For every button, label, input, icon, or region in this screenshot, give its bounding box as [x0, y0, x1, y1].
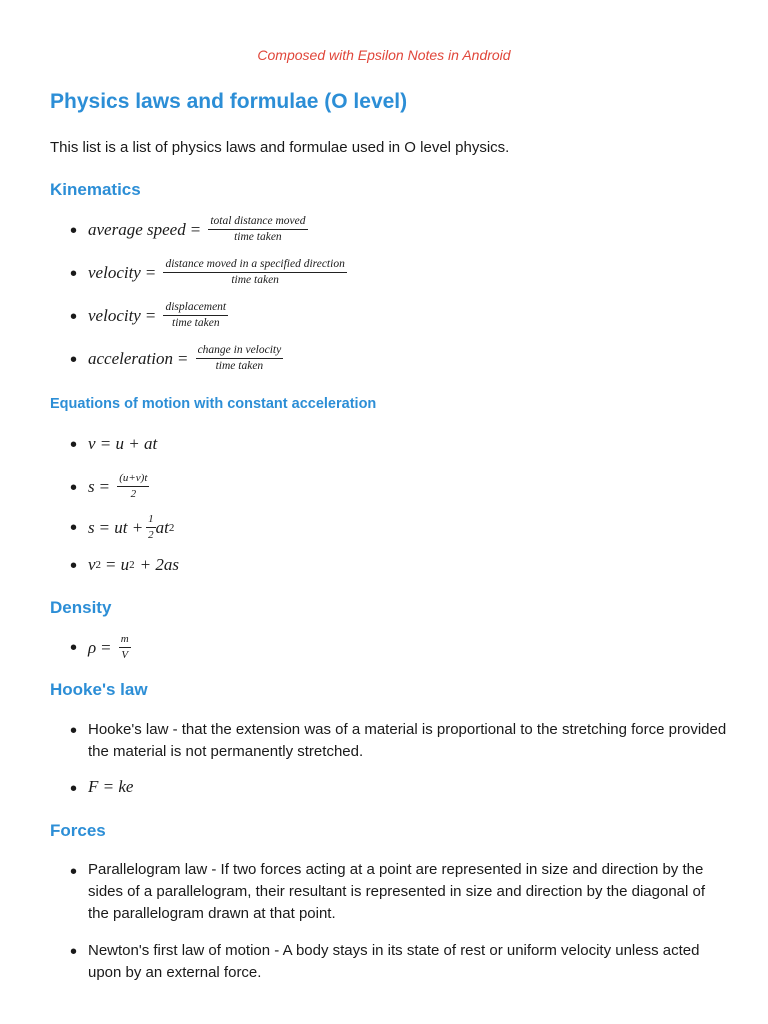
bullet: • — [70, 220, 78, 242]
heading-density: Density — [50, 598, 112, 617]
formula-lhs: velocity — [88, 305, 141, 325]
formula-velocity-distance: velocity = $\frac{\text{distance moved in a specified direction}}{\text{time taken}}$ — [88, 258, 345, 286]
newtons-first-law-text: Newton's first law of motion - A body stays in its state of rest or uniform velocity unless acted upon by an external force. — [88, 942, 700, 981]
fraction — [117, 472, 149, 501]
fraction-denominator: time taken — [215, 360, 264, 372]
fraction — [146, 513, 156, 542]
fraction-numerator: total distance moved — [208, 215, 307, 230]
formula-velocity-displacement: velocity = $\frac{\text{displacement}}{\text{time taken}}$ — [88, 301, 227, 329]
fraction-denominator: 2 — [130, 488, 137, 500]
heading-forces: Forces — [50, 821, 106, 840]
fraction-numerator: change in velocity — [196, 344, 284, 359]
intro-text: This list is a list of physics laws and formulae used in O level physics. — [50, 139, 510, 156]
formula-lhs: ρ — [88, 637, 97, 657]
fraction-numerator: (u+v)t — [117, 472, 149, 487]
bullet: • — [70, 349, 78, 371]
page-title: Physics laws and formulae (O level) — [50, 90, 408, 113]
formula-term: v — [88, 555, 96, 574]
fraction — [163, 301, 228, 330]
bullet: • — [70, 778, 78, 800]
bullet: • — [70, 555, 78, 577]
bullet: • — [70, 720, 78, 742]
formula-s-ut: s = ut + $\frac{1}{2}$ at 2 — [88, 513, 175, 541]
bullet: • — [70, 434, 78, 456]
formula-average-speed: average speed = $\frac{\text{total distance moved}}{\text{time taken}}$ — [88, 215, 306, 243]
fraction — [196, 344, 284, 373]
fraction-denominator: V — [121, 649, 129, 661]
fraction-numerator: m — [119, 633, 131, 648]
heading-hookes-law: Hooke's law — [50, 680, 148, 699]
formula-acceleration: acceleration = $\frac{\text{change in velocity}}{\text{time taken}}$ — [88, 344, 282, 372]
heading-kinematics: Kinematics — [50, 180, 141, 199]
bullet: • — [70, 263, 78, 285]
fraction-denominator: 2 — [148, 529, 154, 541]
header-note: Composed with Epsilon Notes in Android — [257, 47, 511, 63]
fraction-numerator: 1 — [146, 513, 156, 528]
parallelogram-law-text: Parallelogram law - If two forces acting at a point are represented in size and direction by the sides of a parallelogram, their resultant is represented in size and direction by the diagonal of the parallelogram drawn at that point. — [88, 861, 706, 922]
fraction-denominator: time taken — [234, 231, 282, 243]
formula-text: F = ke — [88, 777, 134, 796]
formula-text: v = u + at — [88, 434, 158, 453]
fraction-numerator: displacement — [163, 301, 228, 316]
bullet: • — [70, 941, 78, 963]
formula-hookes — [88, 777, 133, 797]
fraction-denominator: time taken — [231, 274, 279, 286]
bullet: • — [70, 637, 78, 659]
formula-lhs: s — [88, 517, 95, 537]
bullet: • — [70, 861, 78, 883]
formula-v-u-at — [88, 434, 157, 454]
fraction — [163, 258, 346, 287]
hookes-law-text: Hooke's law - that the extension was of a material is proportional to the stretching force provided the material is not permanently stretched. — [88, 721, 727, 760]
formula-tail: at — [155, 517, 169, 537]
formula-density: ρ = $\frac{m}{V}$ — [88, 633, 129, 661]
formula-v-squared: v 2 = u 2 + 2as — [88, 555, 179, 574]
formula-lhs: average speed — [88, 219, 186, 239]
formula-s-average: s = $\frac{(u+v)t}{2}$ — [88, 472, 148, 500]
formula-rest: + 2as — [139, 555, 179, 574]
fraction-numerator: distance moved in a specified direction — [163, 258, 346, 273]
formula-middle: ut + — [114, 517, 144, 537]
fraction-denominator: time taken — [172, 317, 220, 329]
bullet: • — [70, 477, 78, 499]
bullet: • — [70, 517, 78, 539]
formula-term: u — [120, 555, 130, 574]
bullet: • — [70, 306, 78, 328]
fraction — [119, 633, 131, 662]
formula-lhs: s — [88, 476, 95, 496]
formula-lhs: velocity — [88, 262, 141, 282]
fraction — [208, 215, 307, 244]
formula-lhs: acceleration — [88, 348, 173, 368]
heading-equations-of-motion: Equations of motion with constant acceleration — [50, 396, 377, 412]
